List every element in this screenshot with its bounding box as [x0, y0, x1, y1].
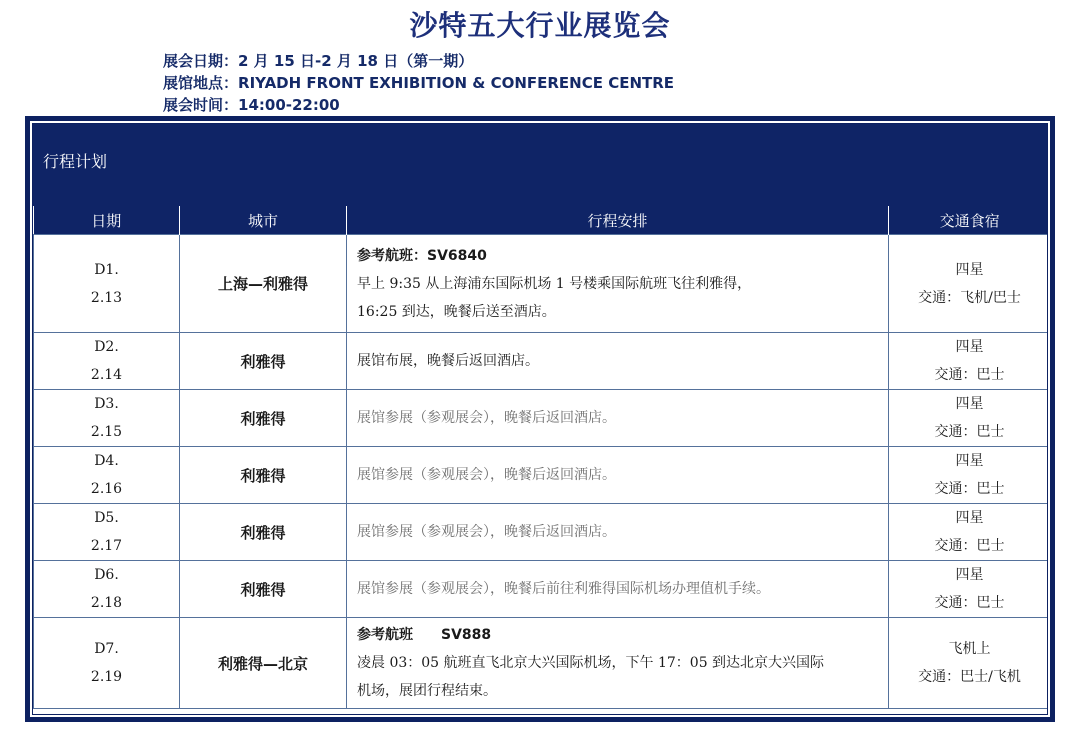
column-header-date: 日期	[34, 206, 180, 235]
date-label: 2.17	[90, 538, 123, 554]
hotel-level: 飞机上	[948, 641, 991, 657]
date-value: 2 月 15 日-2 月 18 日（第一期）	[238, 52, 474, 70]
date-cell	[34, 235, 180, 333]
city-cell: 上海—利雅得	[180, 235, 347, 333]
city-cell: 利雅得	[180, 447, 347, 504]
plan-line: 展馆参展（参观展会），晚餐后返回酒店。	[357, 410, 616, 426]
city-cell: 利雅得	[180, 390, 347, 447]
table-row	[34, 390, 1049, 447]
exhibition-info	[163, 50, 674, 116]
transport: 交通：巴士	[934, 424, 1005, 440]
column-header-plan: 行程安排	[347, 206, 889, 235]
city-cell: 利雅得—北京	[180, 618, 347, 709]
day-label: D3.	[94, 396, 119, 412]
table-row	[34, 561, 1049, 618]
plan-cell	[347, 235, 889, 333]
date-label: 展会日期：	[163, 52, 239, 70]
day-label: D6.	[94, 567, 119, 583]
plan-cell	[347, 333, 889, 390]
plan-cell	[347, 504, 889, 561]
date-label: 2.13	[90, 289, 123, 306]
plan-line: 16:25 到达，晚餐后送至酒店。	[357, 303, 556, 320]
date-label: 2.14	[90, 367, 123, 383]
itinerary-table	[33, 206, 1048, 709]
exhibition-time-line	[163, 94, 674, 116]
exhibition-date-line	[163, 50, 674, 72]
day-label: D5.	[94, 510, 119, 526]
plan-line: 早上 9:35 从上海浦东国际机场 1 号楼乘国际航班飞往利雅得，	[357, 275, 752, 292]
flight-info: 参考航班 SV888	[357, 627, 492, 643]
hotel-level: 四星	[955, 567, 984, 583]
date-cell	[34, 447, 180, 504]
section-title: 行程计划	[33, 124, 1047, 206]
date-cell	[34, 561, 180, 618]
table-row	[34, 447, 1049, 504]
date-cell	[34, 390, 180, 447]
transport: 交通：巴士	[934, 538, 1005, 554]
day-label: D2.	[94, 339, 119, 355]
stay-cell	[889, 561, 1049, 618]
date-cell	[34, 333, 180, 390]
plan-line: 展馆布展，晚餐后返回酒店。	[357, 353, 539, 369]
transport: 交通：巴士	[934, 367, 1005, 383]
plan-cell	[347, 561, 889, 618]
date-label: 2.19	[90, 669, 123, 685]
column-header-stay: 交通食宿	[889, 206, 1049, 235]
day-label: D4.	[94, 453, 119, 469]
date-label: 2.18	[90, 595, 123, 611]
stay-cell	[889, 447, 1049, 504]
plan-cell	[347, 390, 889, 447]
date-label: 2.16	[90, 481, 123, 497]
column-header-city: 城市	[180, 206, 347, 235]
plan-line: 展馆参展（参观展会），晚餐后返回酒店。	[357, 524, 616, 540]
date-cell	[34, 504, 180, 561]
flight-info: 参考航班：SV6840	[357, 247, 487, 264]
hotel-level: 四星	[955, 339, 984, 355]
table-row	[34, 504, 1049, 561]
city-cell: 利雅得	[180, 504, 347, 561]
table-row	[34, 235, 1049, 333]
stay-cell	[889, 235, 1049, 333]
time-value: 14:00-22:00	[238, 96, 340, 114]
table-row	[34, 333, 1049, 390]
table-header-row	[34, 206, 1049, 235]
table-row	[34, 618, 1049, 709]
hotel-level: 四星	[955, 261, 984, 278]
venue-value: RIYADH FRONT EXHIBITION & CONFERENCE CENTRE	[238, 74, 675, 92]
hotel-level: 四星	[955, 453, 984, 469]
day-label: D7.	[94, 641, 119, 657]
city-cell: 利雅得	[180, 333, 347, 390]
transport: 交通：巴士/飞机	[918, 669, 1021, 685]
plan-cell	[347, 447, 889, 504]
day-label: D1.	[94, 261, 119, 278]
plan-line: 凌晨 03：05 航班直飞北京大兴国际机场，下午 17：05 到达北京大兴国际	[357, 655, 825, 671]
venue-label: 展馆地点：	[163, 74, 239, 92]
transport: 交通：飞机/巴士	[918, 289, 1021, 306]
exhibition-venue-line	[163, 72, 674, 94]
plan-line: 展馆参展（参观展会），晚餐后返回酒店。	[357, 467, 616, 483]
date-cell	[34, 618, 180, 709]
stay-cell	[889, 390, 1049, 447]
plan-line: 机场，展团行程结束。	[357, 683, 497, 699]
hotel-level: 四星	[955, 396, 984, 412]
stay-cell	[889, 618, 1049, 709]
date-label: 2.15	[90, 424, 123, 440]
hotel-level: 四星	[955, 510, 984, 526]
itinerary-frame	[25, 116, 1055, 722]
itinerary-inner	[32, 123, 1048, 715]
page-title: 沙特五大行业展览会	[409, 9, 671, 42]
transport: 交通：巴士	[934, 481, 1005, 497]
city-cell: 利雅得	[180, 561, 347, 618]
transport: 交通：巴士	[934, 595, 1005, 611]
plan-line: 展馆参展（参观展会），晚餐后前往利雅得国际机场办理值机手续。	[357, 581, 770, 597]
plan-cell	[347, 618, 889, 709]
stay-cell	[889, 333, 1049, 390]
stay-cell	[889, 504, 1049, 561]
time-label: 展会时间：	[163, 96, 239, 114]
